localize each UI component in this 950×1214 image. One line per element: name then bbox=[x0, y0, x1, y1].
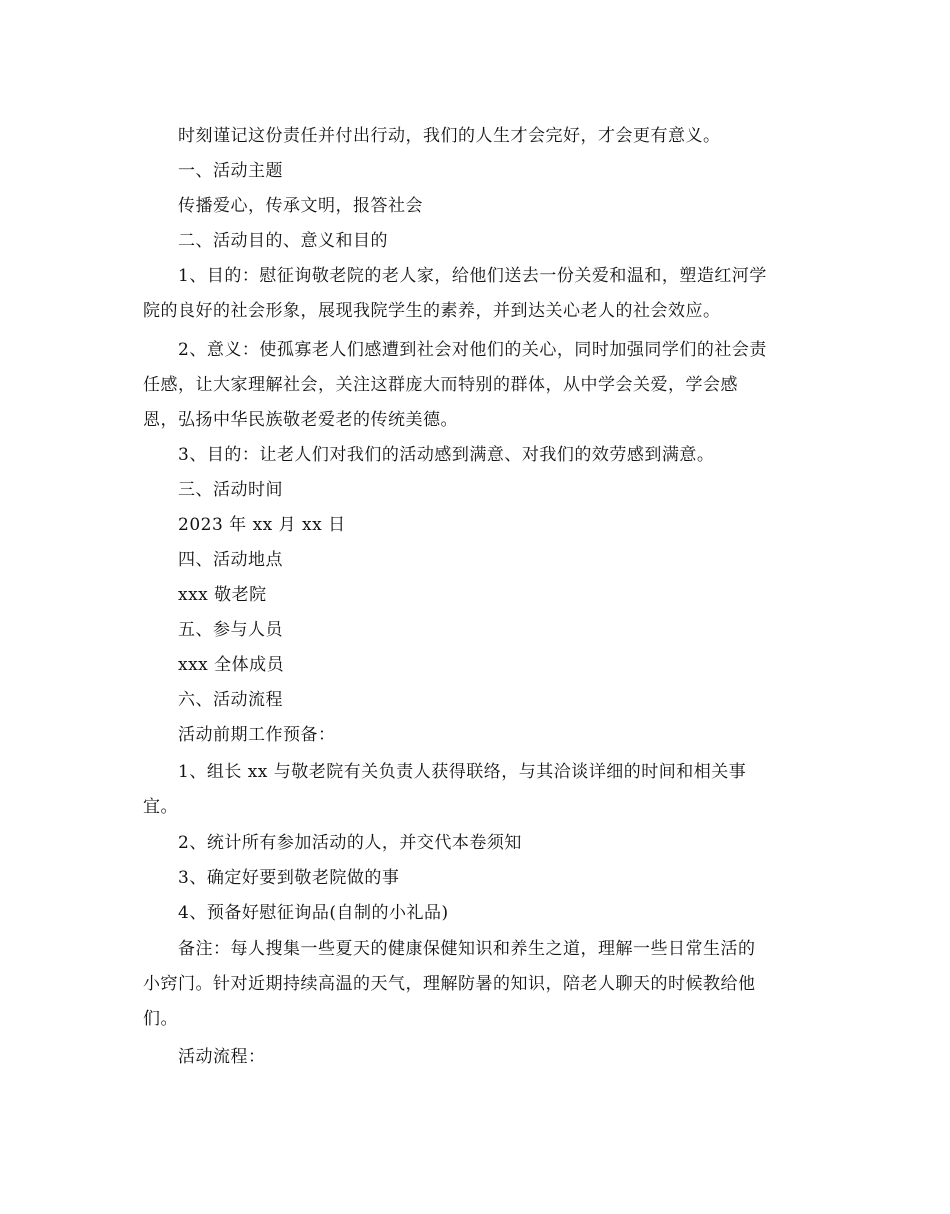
section-heading: 一、活动主题 bbox=[178, 161, 283, 181]
section-heading: 六、活动流程 bbox=[178, 690, 283, 710]
paragraph-line: 宜。 bbox=[143, 797, 178, 817]
paragraph-line: 3、确定好要到敬老院做的事 bbox=[178, 868, 400, 888]
paragraph-line: 任感，让大家理解社会，关注这群庞大而特别的群体，从中学会关爱，学会感 bbox=[143, 375, 738, 395]
paragraph-line: 们。 bbox=[143, 1009, 178, 1029]
paragraph-line: 传播爱心，传承文明，报答社会 bbox=[178, 196, 423, 216]
paragraph-line: 2、意义：使孤寡老人们感遭到社会对他们的关心，同时加强同学们的社会责 bbox=[178, 340, 767, 360]
paragraph-line: 恩，弘扬中华民族敬老爱老的传统美德。 bbox=[143, 410, 458, 430]
paragraph-line: 活动前期工作预备： bbox=[178, 725, 336, 745]
paragraph-line: 小窍门。针对近期持续高温的天气，理解防暑的知识，陪老人聊天的时候教给他 bbox=[143, 974, 756, 994]
paragraph-line: 3、目的：让老人们对我们的活动感到满意、对我们的效劳感到满意。 bbox=[178, 445, 715, 465]
paragraph-line: xxx 全体成员 bbox=[178, 655, 285, 675]
paragraph-line: 2、统计所有参加活动的人，并交代本卷须知 bbox=[178, 833, 522, 853]
paragraph-line: xxx 敬老院 bbox=[178, 585, 267, 605]
section-heading: 三、活动时间 bbox=[178, 480, 283, 500]
paragraph-line: 1、目的：慰征询敬老院的老人家，给他们送去一份关爱和温和，塑造红河学 bbox=[178, 266, 767, 286]
paragraph-line: 时刻谨记这份责任并付出行动，我们的人生才会完好，才会更有意义。 bbox=[178, 126, 721, 146]
paragraph-line: 备注：每人搜集一些夏天的健康保健知识和养生之道，理解一些日常生活的 bbox=[178, 939, 756, 959]
section-heading: 五、参与人员 bbox=[178, 620, 283, 640]
paragraph-line: 4、预备好慰征询品(自制的小礼品) bbox=[178, 903, 449, 923]
section-heading: 四、活动地点 bbox=[178, 550, 283, 570]
paragraph-line: 2023 年 xx 月 xx 日 bbox=[178, 515, 346, 535]
paragraph-line: 1、组长 xx 与敬老院有关负责人获得联络，与其洽谈详细的时间和相关事 bbox=[178, 762, 747, 782]
paragraph-line: 院的良好的社会形象，展现我院学生的素养，并到达关心老人的社会效应。 bbox=[143, 301, 721, 321]
paragraph-line: 活动流程： bbox=[178, 1047, 266, 1067]
section-heading: 二、活动目的、意义和目的 bbox=[178, 231, 388, 251]
